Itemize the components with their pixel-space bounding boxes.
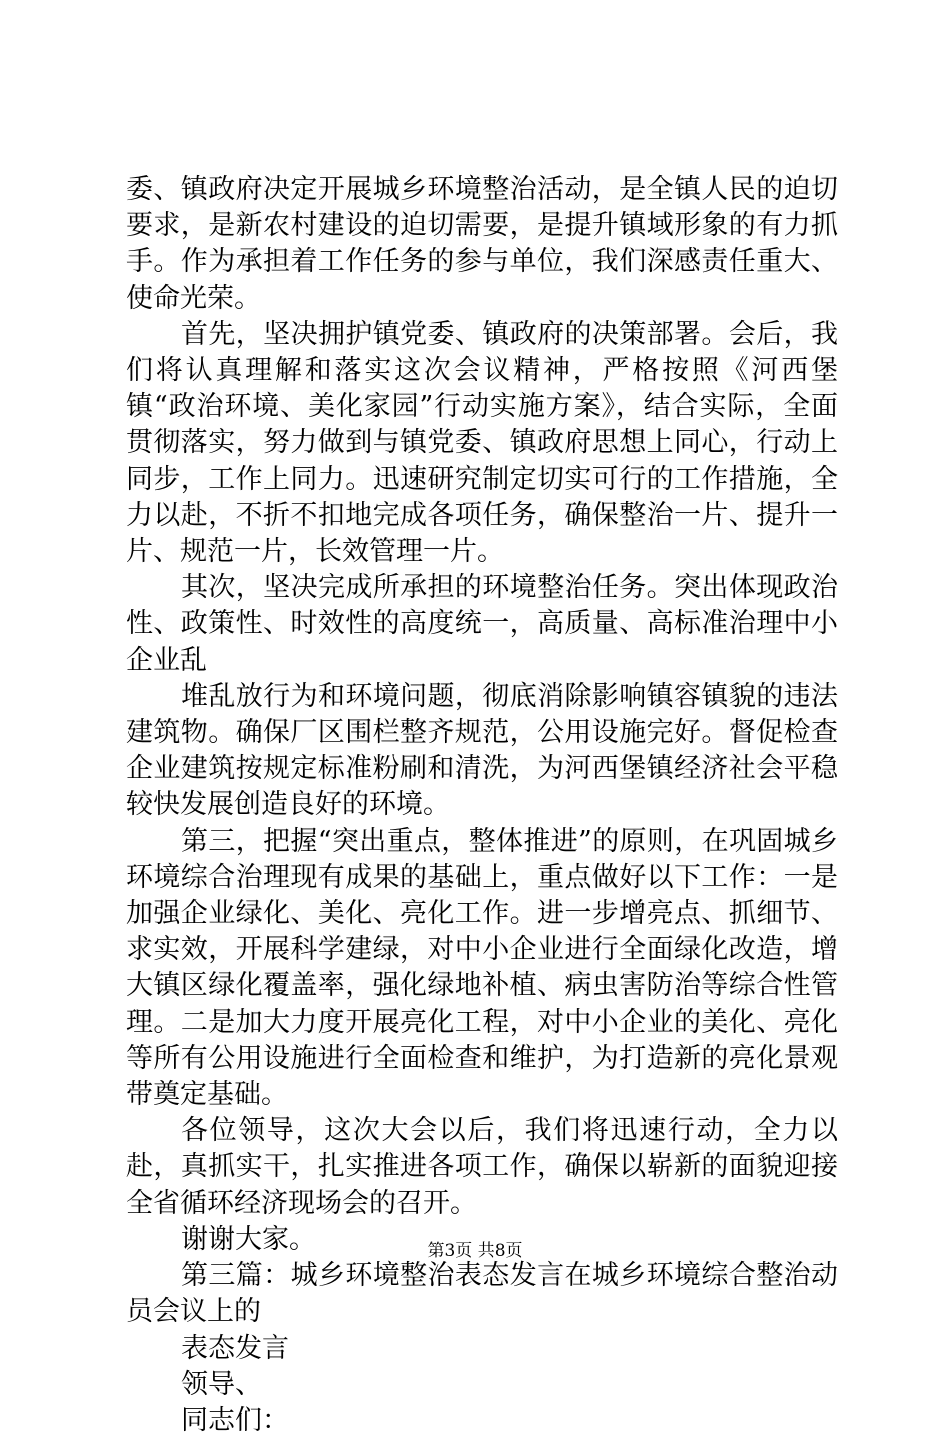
section-heading: 第三篇：城乡环境整治表态发言在城乡环境综合整治动员会议上的	[126, 1260, 838, 1328]
paragraph-3: 其次，坚决完成所承担的环境整治任务。突出体现政治性、政策性、时效性的高度统一，高质量、高标准治理中小企业乱	[126, 572, 838, 676]
paragraph-6: 各位领导，这次大会以后，我们将迅速行动，全力以赴，真抓实干，扎实推进各项工作，确保以崭新的面貌迎接全省循环经济现场会的召开。	[126, 1115, 838, 1219]
paragraph-2: 首先，坚决拥护镇党委、镇政府的决策部署。会后，我们将认真理解和落实这次会议精神，严格按照《河西堡镇“政治环境、美化家园”行动实施方案》，结合实际，全面贯彻落实，努力做到与镇党委、镇政府思想上同心，行动上同步，工作上同力。迅速研究制定切实可行的工作措施，全力以赴，不折不扣地完成各项任务，确保整治一片、提升一片、规范一片，长效管理一片。	[126, 318, 838, 568]
page-number: 第3页 共8页	[427, 1241, 523, 1261]
paragraph-9: 表态发言	[181, 1332, 289, 1364]
paragraph-5: 第三，把握“突出重点，整体推进”的原则，在巩固城乡环境综合治理现有成果的基础上，重点做好以下工作：一是加强企业绿化、美化、亮化工作。进一步增亮点、抓细节、求实效，开展科学建绿，对中小企业进行全面绿化改造，增大镇区绿化覆盖率，强化绿地补植、病虫害防治等综合性管理。二是加大力度开展亮化工程，对中小企业的美化、亮化等所有公用设施进行全面检查和维护，为打造新的亮化景观带奠定基础。	[126, 825, 838, 1111]
paragraph-11: 同志们：	[181, 1404, 289, 1436]
page-footer	[0, 1240, 950, 1262]
paragraph-7: 谢谢大家。	[181, 1223, 316, 1255]
paragraph-4: 堆乱放行为和环境问题，彻底消除影响镇容镇貌的违法建筑物。确保厂区围栏整齐规范，公用设施完好。督促检查企业建筑按规定标准粉刷和清洗，为河西堡镇经济社会平稳较快发展创造良好的环境。	[126, 680, 838, 821]
paragraph-10: 领导、	[181, 1368, 262, 1400]
paragraph-1: 委、镇政府决定开展城乡环境整治活动，是全镇人民的迫切要求，是新农村建设的迫切需要，是提升镇域形象的有力抓手。作为承担着工作任务的参与单位，我们深感责任重大、使命光荣。	[126, 174, 838, 314]
